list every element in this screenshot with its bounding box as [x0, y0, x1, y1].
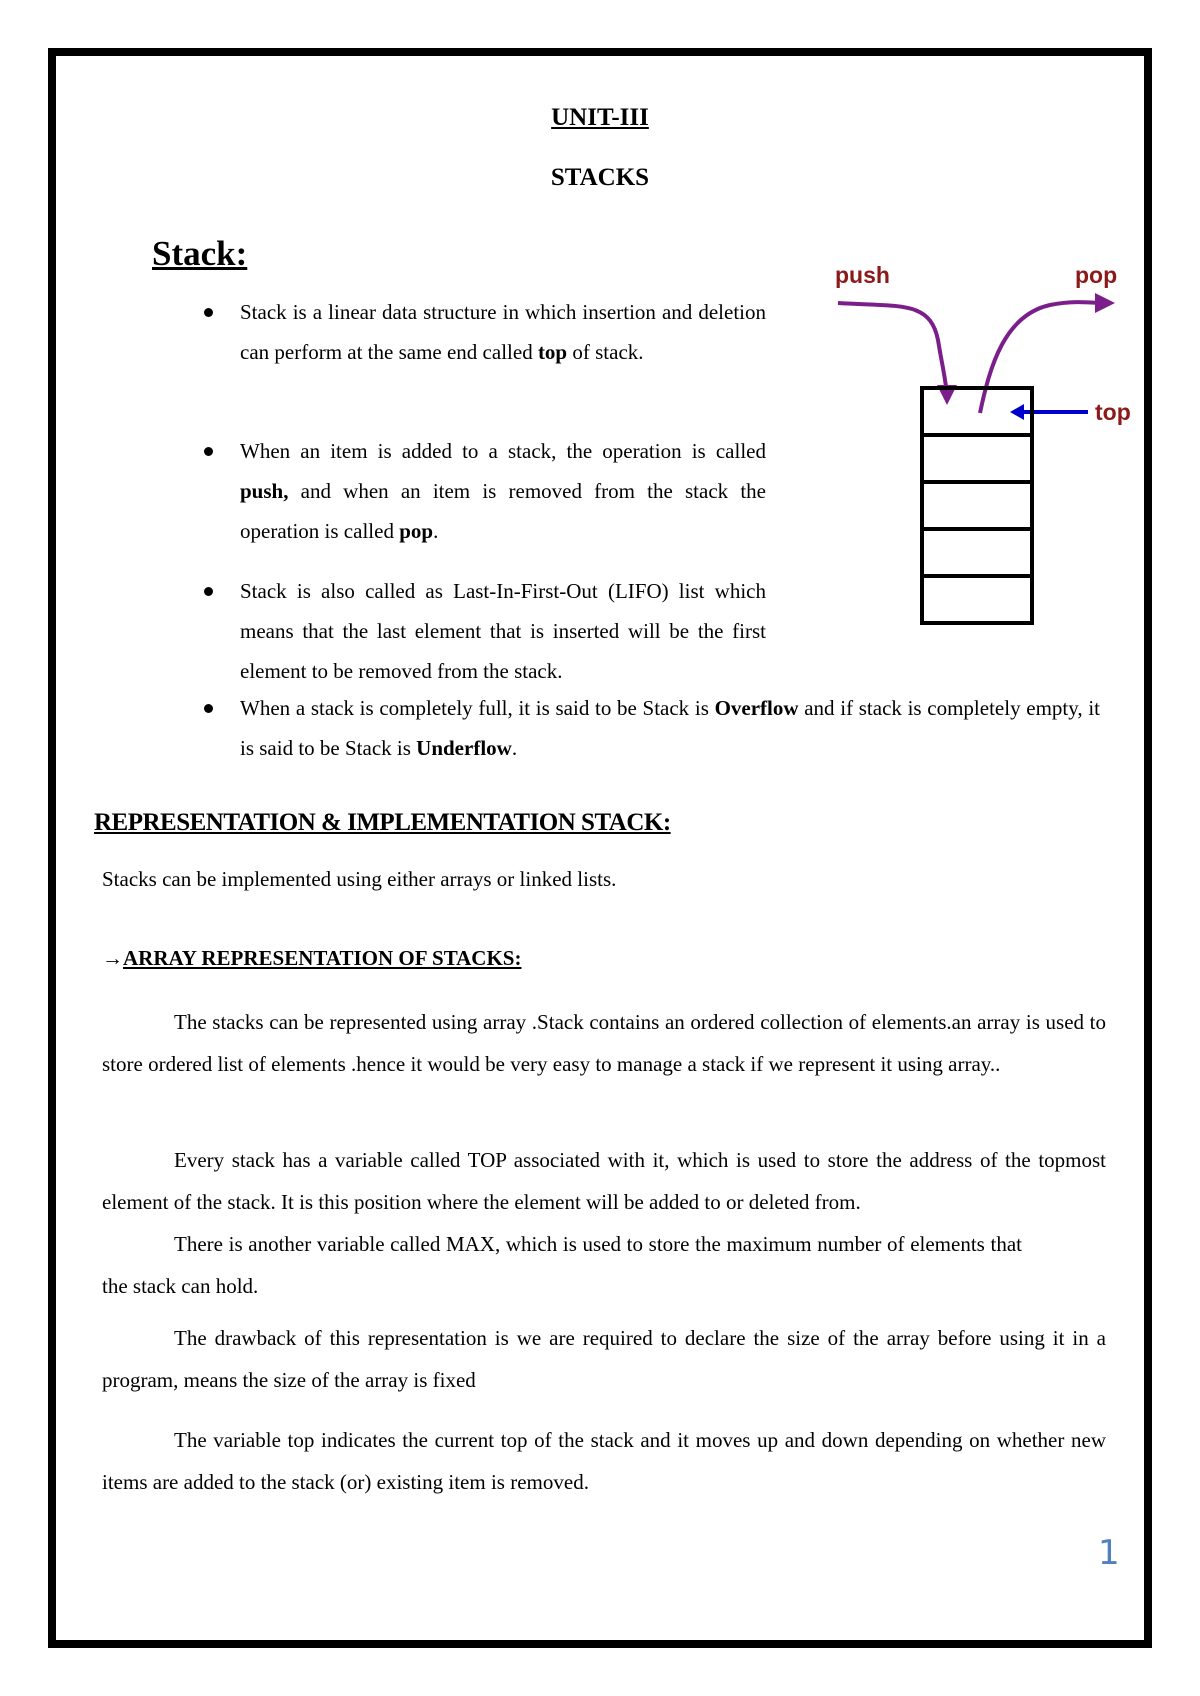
bullet-text: of stack. — [567, 340, 644, 364]
bullet-list — [200, 431, 766, 551]
representation-intro: Stacks can be implemented using either arrays or linked lists. — [102, 867, 617, 891]
bullet-text: and if stack is completely empty, it is said to be Stack is — [240, 696, 1100, 760]
topic-title: STACKS — [550, 164, 650, 191]
paragraph: The variable top indicates the current top of the stack and it moves up and down depending on whether new items are added to the stack (or) existing item is removed. — [102, 1428, 1106, 1494]
bullet-text: and when an item is removed from the stack the operation is called — [240, 479, 766, 543]
bullet-bold: pop — [399, 519, 434, 543]
bullet-text: Stack is also called as Last-In-First-Out (LIFO) list which means that the last element that is inserted will be the first element to be removed from the stack. — [240, 579, 766, 683]
bullet-text: . — [511, 736, 518, 760]
array-heading — [102, 946, 521, 971]
bullet-item — [200, 292, 766, 372]
array-heading-text: ARRAY REPRESENTATION OF STACKS: — [123, 946, 522, 970]
stack-cell — [922, 482, 1032, 529]
bullet-list — [200, 688, 1100, 768]
bullet-item — [200, 688, 1100, 768]
bullet-text: Stack is a linear data structure in which insertion and deletion can perform at the same end called — [240, 300, 766, 364]
bullet-dot-icon — [204, 308, 213, 317]
bullet-dot-icon — [204, 704, 213, 713]
bullet-bold: Underflow — [416, 736, 512, 760]
bullet-bold: top — [537, 340, 568, 364]
bullet-text: When an item is added to a stack, the operation is called — [240, 439, 766, 463]
bullet-item — [200, 571, 766, 691]
page-number: 1 — [1098, 1533, 1120, 1573]
bullet-text: . — [433, 519, 439, 543]
paragraph: There is another variable called MAX, which is used to store the maximum number of elements that the stack can hold. — [102, 1232, 1022, 1298]
bullet-item — [200, 431, 766, 551]
bullet-dot-icon — [204, 587, 213, 596]
push-arrow-icon — [838, 303, 947, 395]
paragraph: Every stack has a variable called TOP associated with it, which is used to store the address of the topmost element of the stack. It is this position where the element will be added to or deleted from. — [102, 1148, 1106, 1214]
bullet-list — [200, 292, 766, 372]
paragraph: The stacks can be represented using array .Stack contains an ordered collection of elements.an array is used to store ordered list of elements .hence it would be very easy to manage a stack if we represent it using array.. — [102, 1010, 1106, 1076]
pop-arrowhead-icon — [1095, 293, 1115, 313]
top-arrowhead-icon — [1010, 404, 1024, 420]
stack-cell — [922, 576, 1032, 623]
arrow-icon: → — [102, 946, 123, 970]
stack-cells — [922, 388, 1032, 623]
pop-arrow-icon — [980, 302, 1100, 413]
bullet-text: When a stack is completely full, it is said to be Stack is — [240, 696, 715, 720]
push-label: push — [835, 262, 890, 288]
bullet-bold: Overflow — [714, 696, 799, 720]
stack-cell — [922, 529, 1032, 576]
representation-heading: REPRESENTATION & IMPLEMENTATION STACK: — [94, 809, 671, 836]
unit-title: UNIT-III — [551, 104, 649, 131]
top-label: top — [1095, 399, 1131, 425]
stack-diagram — [820, 255, 1140, 635]
stack-cell — [922, 435, 1032, 482]
pop-label: pop — [1075, 262, 1118, 288]
paragraph: The drawback of this representation is we are required to declare the size of the array before using it in a program, means the size of the array is fixed — [102, 1326, 1106, 1392]
bullet-bold: push, — [240, 479, 289, 503]
stack-heading: Stack: — [152, 234, 248, 273]
bullet-dot-icon — [204, 447, 213, 456]
bullet-list — [200, 571, 766, 691]
